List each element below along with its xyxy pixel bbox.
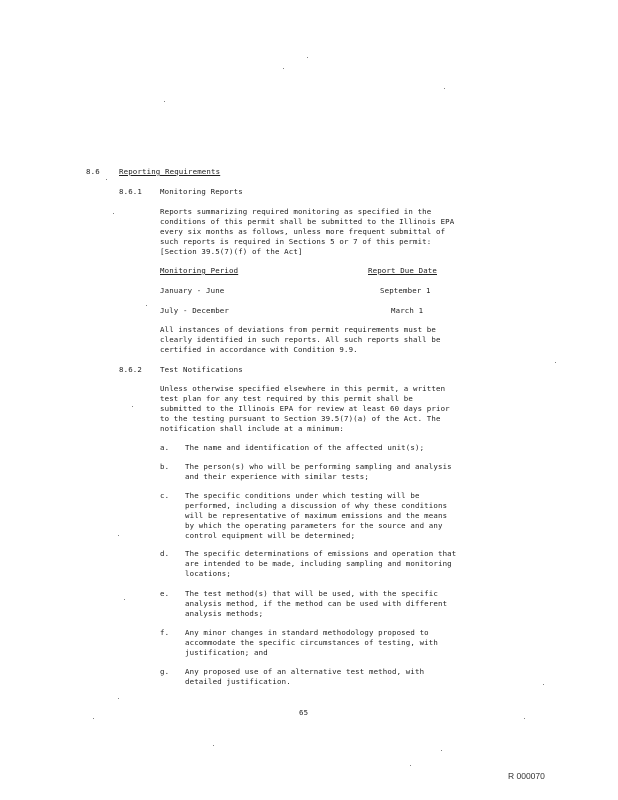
list-item-label: c.	[160, 491, 170, 500]
text-line: analysis methods;	[185, 609, 264, 618]
text-line: are intended to be made, including sampling and monitoring	[185, 559, 452, 568]
scan-speck	[146, 305, 147, 306]
text-line: Any proposed use of an alternative test method, with	[185, 667, 425, 676]
text-line: Unless otherwise specified elsewhere in this permit, a written	[160, 384, 446, 393]
text-line: The person(s) who will be performing sampling and analysis	[185, 462, 452, 471]
list-item-label: g.	[160, 667, 170, 676]
table-cell-period: July - December	[160, 306, 229, 315]
scan-speck	[113, 213, 114, 214]
column-header-report-due-date: Report Due Date	[368, 266, 437, 275]
table-cell-period: January - June	[160, 286, 225, 295]
text-line: and their experience with similar tests;	[185, 472, 369, 481]
subsection-number-test: 8.6.2	[119, 365, 142, 374]
text-line: Any minor changes in standard methodology proposed to	[185, 628, 429, 637]
scan-speck	[307, 57, 308, 58]
text-line: test plan for any test required by this permit shall be	[160, 394, 413, 403]
table-cell-due: March 1	[391, 306, 424, 315]
page-number: 65	[299, 708, 309, 717]
text-line: Reports summarizing required monitoring as specified in the	[160, 207, 432, 216]
text-line: locations;	[185, 569, 231, 578]
text-line: to the testing pursuant to Section 39.5(7)(a) of the Act. The	[160, 414, 441, 423]
text-line: justification; and	[185, 648, 268, 657]
text-line: certified in accordance with Condition 9.9.	[160, 345, 358, 354]
section-heading: Reporting Requirements	[119, 167, 221, 176]
text-line: control equipment will be determined;	[185, 531, 356, 540]
scan-speck	[106, 179, 107, 180]
text-line: analysis method, if the method can be used with different	[185, 599, 448, 608]
scan-speck	[283, 68, 284, 69]
text-line: will be representative of maximum emissions and the means	[185, 511, 448, 520]
scan-speck	[444, 88, 445, 89]
text-line: [Section 39.5(7)(f) of the Act]	[160, 247, 303, 256]
text-line: conditions of this permit shall be submitted to the Illinois EPA	[160, 217, 455, 226]
text-line: detailed justification.	[185, 677, 291, 686]
subsection-title-monitoring: Monitoring Reports	[160, 187, 243, 196]
text-line: notification shall include at a minimum:	[160, 424, 344, 433]
text-line: All instances of deviations from permit requirements must be	[160, 325, 436, 334]
list-item-label: d.	[160, 549, 170, 558]
section-number: 8.6	[86, 167, 100, 176]
text-line: The specific determinations of emissions and operation that	[185, 549, 457, 558]
text-line: every six months as follows, unless more frequent submittal of	[160, 227, 446, 236]
scan-speck	[441, 750, 442, 751]
scan-speck	[410, 765, 411, 766]
list-item-label: a.	[160, 443, 170, 452]
text-line: by which the operating parameters for the source and any	[185, 521, 443, 530]
subsection-title-test: Test Notifications	[160, 365, 243, 374]
list-item-label: b.	[160, 462, 170, 471]
text-line: such reports is required in Sections 5 or 7 of this permit:	[160, 237, 432, 246]
bates-number: R 000070	[508, 771, 545, 781]
text-line: submitted to the Illinois EPA for review at least 60 days prior	[160, 404, 450, 413]
scan-speck	[124, 599, 125, 600]
scan-speck	[543, 684, 544, 685]
table-cell-due: September 1	[380, 286, 431, 295]
text-line: The specific conditions under which testing will be	[185, 491, 420, 500]
subsection-number-monitoring: 8.6.1	[119, 187, 142, 196]
scan-speck	[118, 535, 119, 536]
column-header-monitoring-period: Monitoring Period	[160, 266, 239, 275]
scan-speck	[555, 362, 556, 363]
text-line: performed, including a discussion of why these conditions	[185, 501, 448, 510]
text-line: The test method(s) that will be used, with the specific	[185, 589, 438, 598]
text-line: The name and identification of the affected unit(s);	[185, 443, 425, 452]
scan-speck	[132, 406, 133, 407]
scan-speck	[93, 718, 94, 719]
list-item-label: f.	[160, 628, 170, 637]
scan-speck	[118, 698, 119, 699]
scan-speck	[164, 101, 165, 102]
scan-speck	[213, 745, 214, 746]
text-line: clearly identified in such reports. All such reports shall be	[160, 335, 441, 344]
scan-speck	[524, 718, 525, 719]
text-line: accommodate the specific circumstances of testing, with	[185, 638, 438, 647]
list-item-label: e.	[160, 589, 170, 598]
